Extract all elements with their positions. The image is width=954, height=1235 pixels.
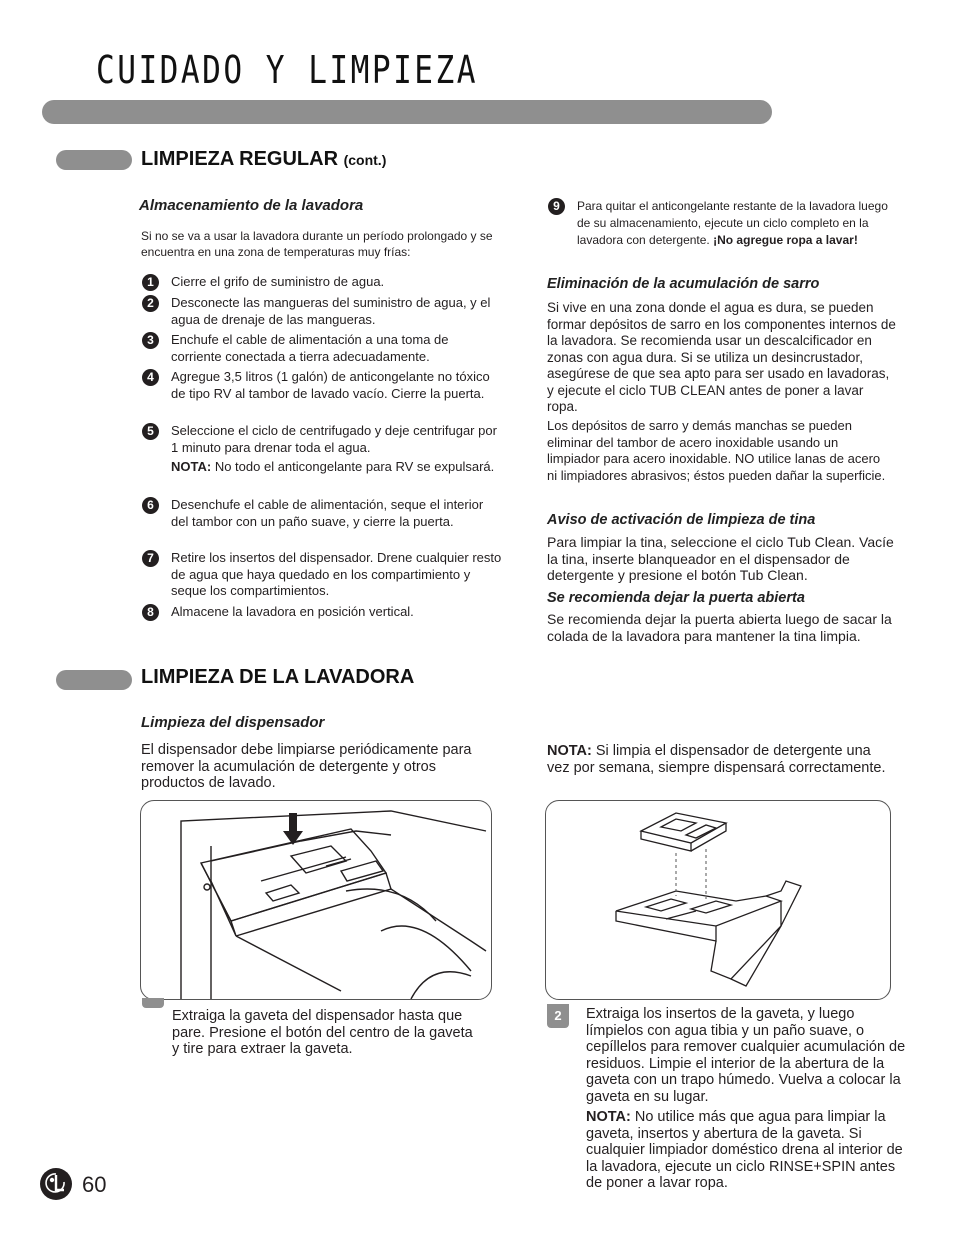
inserts-illustration [546,801,890,999]
subheading-dispenser: Limpieza del dispensador [141,714,325,731]
step-text: Cierre el grifo de suministro de agua. [171,274,385,289]
title-bar [42,100,772,124]
step-text: Seleccione el ciclo de centrifugado y deje centrifugar por 1 minuto para drenar toda el agua. [171,423,497,455]
subheading-storage: Almacenamiento de la lavadora [139,197,364,214]
step-text [577,198,893,249]
list-item [142,274,502,291]
step-note [171,459,502,476]
list-item [142,332,502,365]
section-heading-suffix: (cont.) [343,152,387,168]
subheading-tubclean: Aviso de activación de limpieza de tina [547,512,816,528]
step-number: 1 [142,274,159,291]
step-tab [142,998,164,1008]
step-number: 4 [142,369,159,386]
step-text: Enchufe el cable de alimentación a una toma de corriente conectada a tierra adecuadamente. [171,332,449,364]
subheading-scale: Eliminación de la acumulación de sarro [547,276,820,292]
list-item [142,369,502,402]
illustration-drawer-open [140,800,492,1000]
door-text: Se recomienda dejar la puerta abierta luego de sacar la colada de la lavadora para mantener la tina limpia. [547,611,892,644]
list-item [142,423,502,476]
storage-intro: Si no se va a usar la lavadora durante un período prolongado y se encuentra en una zona de temperaturas muy frías: [141,229,493,259]
list-item [142,604,502,621]
list-item [142,497,502,530]
note-label: NOTA: [171,459,212,474]
section-heading-lavadora: LIMPIEZA DE LA LAVADORA [141,666,415,688]
illustration-drawer-inserts [545,800,891,1000]
dispenser-intro: El dispensador debe limpiarse periódicamente para remover la acumulación de detergente y otros productos de lavado. [141,742,472,791]
step-text: Desconecte las mangueras del suministro de agua, y el agua de drenaje de las mangueras. [171,295,491,327]
page-title: CUIDADO Y LIMPIEZA [96,48,478,92]
step-number: 6 [142,497,159,514]
scale-paragraph-1: Si vive en una zona donde el agua es dura, se pueden formar depósitos de sarro en los componentes internos de la lavadora. Se recomienda usar un descalcificador en zonas con agua dura. Si se utiliza un desincrustador, asegúrese de que sea apto para ser usado en lavadoras, y ejecute el ciclo TUB CLEAN antes de poner a lavar ropa. [547,300,896,414]
dispenser-step2-note [586,1109,906,1192]
drawer-illustration [141,801,491,999]
note-label: NOTA: [547,743,592,759]
note-text: Si limpia el dispensador de detergente una vez por semana, siempre dispensará correctamente. [547,743,886,776]
step9-bold: ¡No agregue ropa a lavar! [713,233,858,247]
step-number: 9 [548,198,565,215]
step-text: Desenchufe el cable de alimentación, seque el interior del tambor con un paño suave, y cierre la puerta. [171,497,484,529]
step-number: 5 [142,423,159,440]
dispenser-note [547,743,887,776]
note-text: No todo el anticongelante para RV se expulsará. [211,459,495,474]
scale-paragraph-2: Los depósitos de sarro y demás manchas se pueden eliminar del tambor de acero inoxidable usando un limpiador para acero inoxidable. NO utilice lanas de acero ni limpiadores abrasivos; éstos pueden dañar la superficie. [547,418,886,483]
step-text: Agregue 3,5 litros (1 galón) de anticongelante no tóxico de tipo RV al tambor de lavado vacío. Cierre la puerta. [171,369,490,401]
page-number: 60 [82,1172,107,1197]
step-number: 3 [142,332,159,349]
section-heading-regular [141,148,386,171]
step-text: Retire los insertos del dispensador. Drene cualquier resto de agua que haya quedado en los compartimiento y seque los compartimientos. [171,550,502,598]
tubclean-text: Para limpiar la tina, seleccione el ciclo Tub Clean. Vacíe la tina, inserte blanqueador en el dispensador de detergente y presione el botón Tub Clean. [547,534,894,583]
lg-logo-icon [40,1168,72,1200]
dispenser-step2-text: Extraiga los insertos de la gaveta, y luego límpielos con agua tibia y un paño suave, o cepíllelos para remover cualquier acumulación de residuos. Limpie el interior de la abertura de la gaveta con un trapo húmedo. Vuelva a colocar la gaveta en su lugar. [586,1006,906,1105]
section-heading-text: LIMPIEZA REGULAR [141,148,339,170]
section-pill [56,150,132,170]
list-item [142,550,502,600]
step-number: 8 [142,604,159,621]
step-number-2: 2 [547,1004,569,1028]
note-label: NOTA: [586,1109,631,1125]
list-item [548,198,893,249]
list-item [142,295,502,328]
section-pill [56,670,132,690]
step-number: 2 [142,295,159,312]
step-number: 7 [142,550,159,567]
subheading-door: Se recomienda dejar la puerta abierta [547,590,805,606]
step-text: Almacene la lavadora en posición vertical. [171,604,414,619]
dispenser-step1-text: Extraiga la gaveta del dispensador hasta que pare. Presione el botón del centro de la gaveta y tire para extraer la gaveta. [172,1008,473,1057]
step9-text: Para quitar el anticongelante restante de la lavadora luego de su almacenamiento, ejecute un ciclo completo en la lavadora con detergente. [577,199,888,247]
note-text: No utilice más que agua para limpiar la gaveta, insertos y abertura de la gaveta. Si cualquier limpiador doméstico drena al interior de la lavadora, ejecute un ciclo RINSE+SPIN antes de poner a lavar ropa. [586,1109,903,1191]
